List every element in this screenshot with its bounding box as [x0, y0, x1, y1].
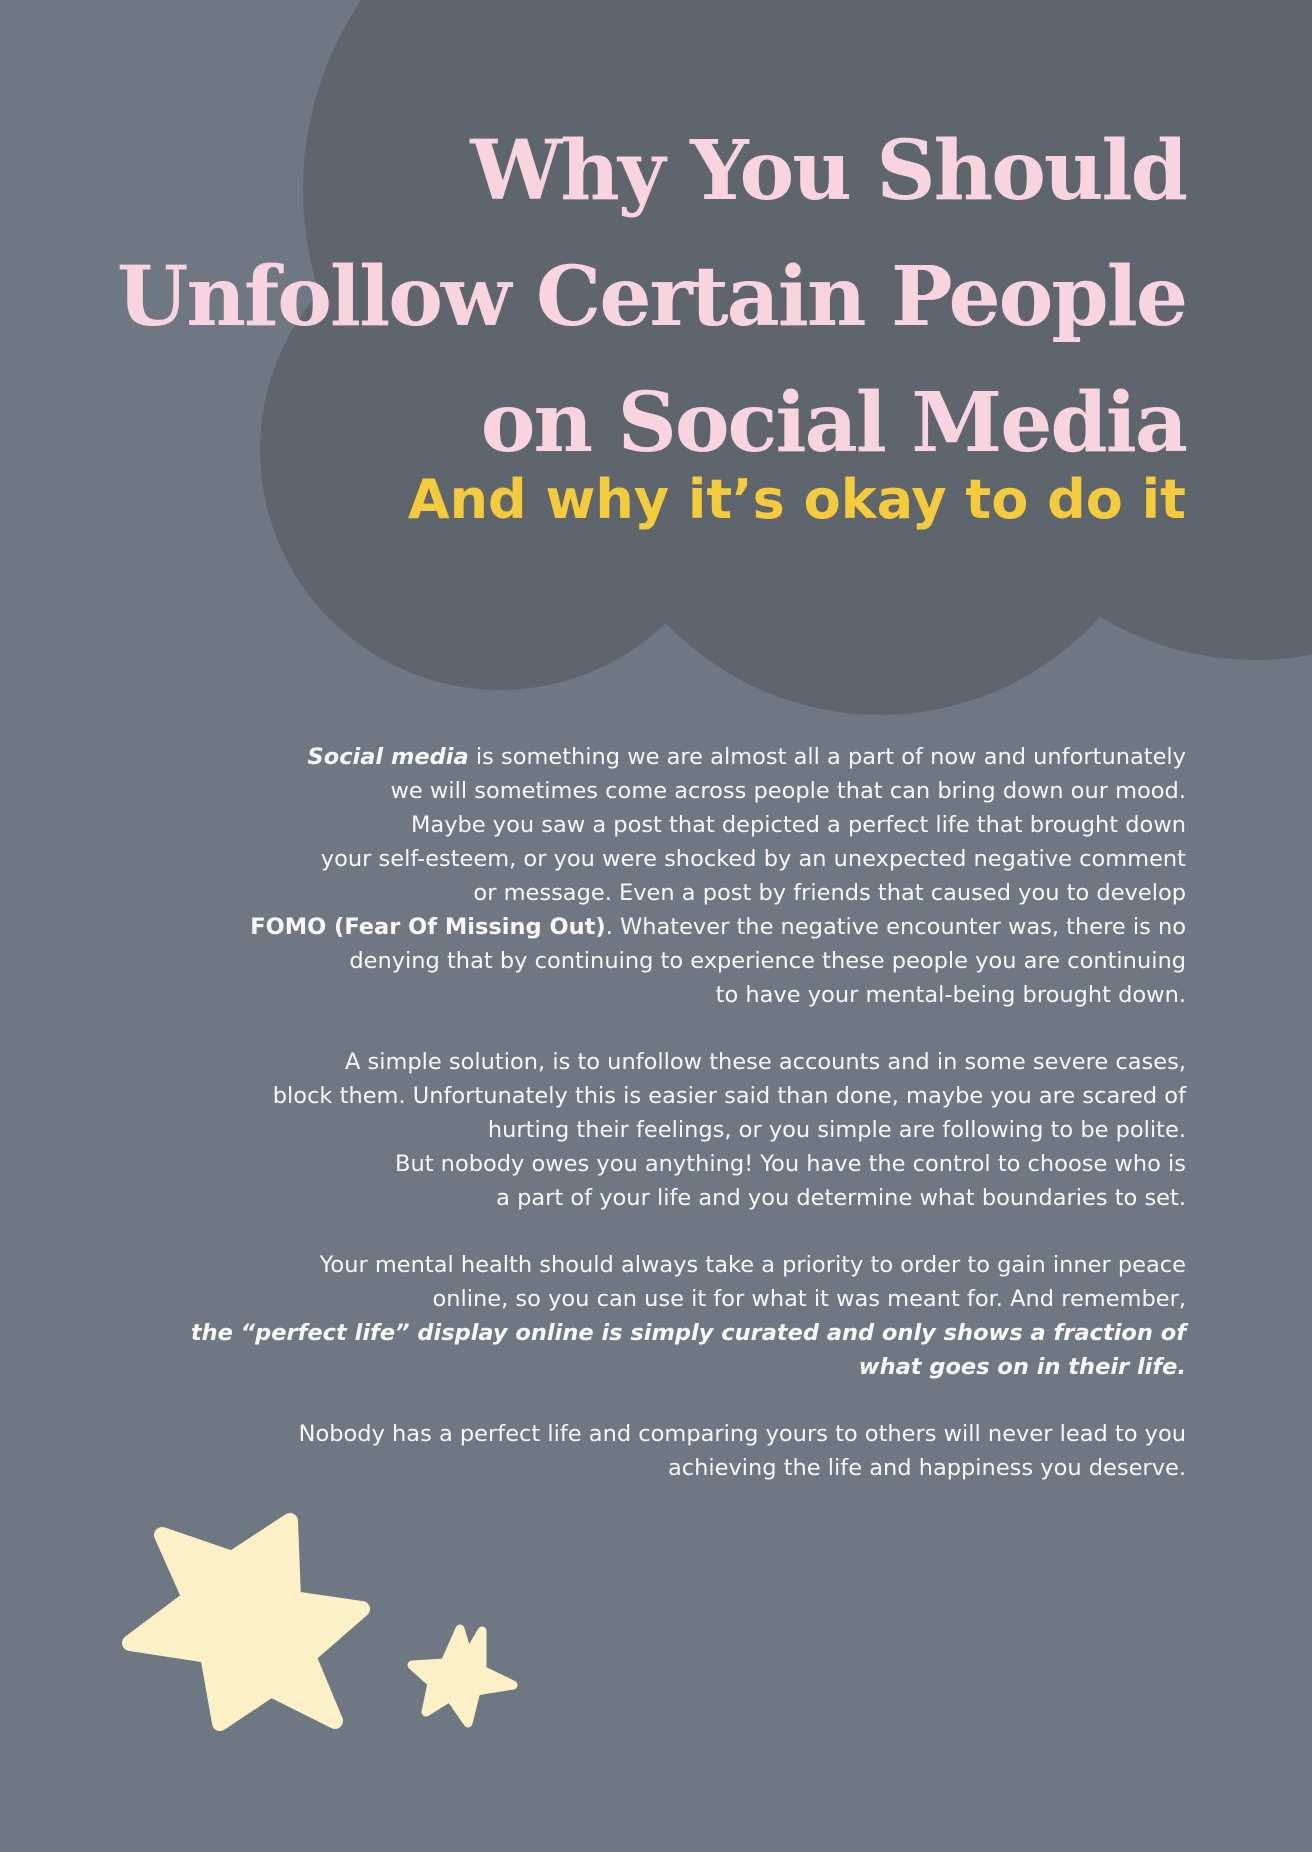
- text-line: a part of your life and you determine what boundaries to set.: [496, 1185, 1186, 1211]
- paragraph-intro: [86, 740, 1186, 1012]
- small-star-icon: [412, 1629, 513, 1723]
- social-media-term: Social media: [307, 744, 469, 770]
- paragraph-solution: [86, 1045, 1186, 1215]
- emphasis-line: what goes on in their life.: [858, 1354, 1186, 1380]
- article-body: [86, 740, 1186, 1518]
- paragraph-mental-health: [86, 1248, 1186, 1384]
- large-star-icon: [130, 1521, 362, 1723]
- title-line: Why You Should: [470, 123, 1186, 219]
- stars-decoration: [120, 1505, 540, 1745]
- text-line: denying that by continuing to experience these people you are continuing: [349, 948, 1186, 974]
- text-line: online, so you can use it for what it was meant for. And remember,: [432, 1286, 1186, 1312]
- title-line: Unfollow Certain People: [116, 249, 1186, 345]
- text-line: block them. Unfortunately this is easier said than done, maybe you are scared of: [272, 1083, 1186, 1109]
- text-line: Nobody has a perfect life and comparing yours to others will never lead to you: [298, 1421, 1186, 1447]
- text-line: Your mental health should always take a priority to order to gain inner peace: [319, 1252, 1186, 1278]
- text-line: hurting their feelings, or you simple are following to be polite.: [487, 1117, 1186, 1143]
- text-line: . Whatever the negative encounter was, there is no: [605, 914, 1186, 940]
- text-line: But nobody owes you anything! You have the control to choose who is: [395, 1151, 1186, 1177]
- page-title: [86, 108, 1186, 486]
- text-line: your self-esteem, or you were shocked by an unexpected negative comment: [320, 846, 1186, 872]
- page-subtitle: And why it’s okay to do it: [407, 468, 1186, 531]
- text-line: or message. Even a post by friends that caused you to develop: [473, 880, 1186, 906]
- text-line: to have your mental-being brought down.: [715, 982, 1186, 1008]
- title-line: on Social Media: [480, 375, 1186, 471]
- fomo-term: FOMO (Fear Of Missing Out): [250, 914, 606, 940]
- text-line: we will sometimes come across people that can bring down our mood.: [390, 778, 1186, 804]
- text-line: Maybe you saw a post that depicted a perfect life that brought down: [411, 812, 1186, 838]
- paragraph-closing: [86, 1417, 1186, 1485]
- text-line: achieving the life and happiness you deserve.: [667, 1455, 1186, 1481]
- text-line: A simple solution, is to unfollow these accounts and in some severe cases,: [344, 1049, 1186, 1075]
- emphasis-line: the “perfect life” display online is simply curated and only shows a fraction of: [190, 1320, 1186, 1346]
- text-line: is something we are almost all a part of now and unfortunately: [468, 744, 1186, 770]
